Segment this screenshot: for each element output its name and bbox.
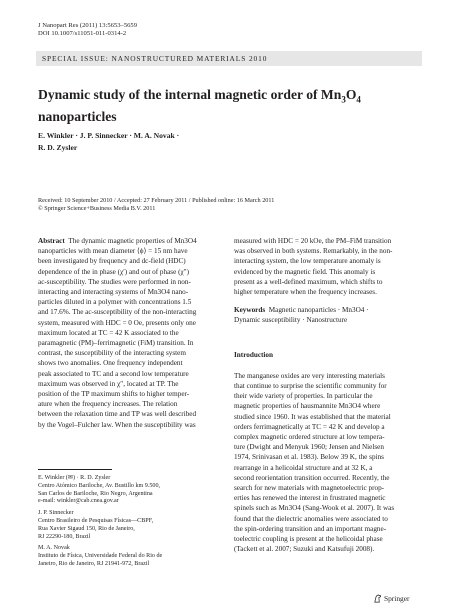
abstract-text-0: The dynamic magnetic properties of Mn3O4	[68, 237, 197, 245]
affiliation-block	[38, 510, 220, 541]
affiliation-line: E. Winkler (✉) · R. D. Zysler	[38, 475, 111, 481]
intro-line: complex magnetic ordered structure at low tempera-	[234, 433, 385, 442]
special-issue-banner: SPECIAL ISSUE: NANOSTRUCTURED MATERIALS 2010	[36, 51, 422, 66]
abstract-cont-line: measured with HDC = 20 kOe, the PM–FiM transition	[234, 237, 392, 245]
affiliation-line: Instituto de Física, Universidade Federal do Rio de	[38, 553, 163, 560]
intro-line: orders ferrimagnetically at TC = 42 K and develop a	[234, 422, 385, 431]
author-list	[38, 130, 418, 153]
springer-logo	[373, 594, 409, 603]
keywords-label: Keywords	[234, 306, 266, 315]
title-line1: Dynamic study of the internal magnetic order of Mn	[38, 87, 342, 102]
abstract-line: dependence of the in phase (χ′) and out of phase (χ″)	[38, 267, 190, 276]
intro-line: second reorientation transition occurred. Recently, the	[234, 473, 390, 482]
intro-line: studied since 1960. It was established that the material	[234, 412, 391, 421]
abstract-line-0	[38, 236, 220, 246]
title-o: O	[345, 87, 357, 102]
affiliation-line: M. A. Novak	[38, 545, 70, 552]
journal-citation	[38, 22, 137, 39]
abstract-cont-line: higher temperature when the frequency increases.	[234, 288, 377, 297]
journal-volume-line: J Nanopart Res (2011) 13:5653–5659	[38, 22, 138, 29]
intro-line: erties has renewed the interest in frustrated magnetic	[234, 494, 386, 503]
intro-line: toelectric coupling is present at the helicoidal phase	[234, 535, 383, 544]
keywords-text: Magnetic nanoparticles · Mn3O4 ·	[268, 306, 369, 315]
springer-horse-icon	[373, 594, 382, 603]
affiliation-line: Centro Brasileiro de Pesquisas Físicas—CBPF,	[38, 517, 154, 524]
abstract-cont-line: was observed in both systems. Remarkably, in the non-	[234, 247, 393, 256]
affiliation-line: Rua Xavier Sigaud 150, Rio de Janeiro,	[38, 525, 135, 532]
abstract-line: position of the TP maximum shifts to higher temper-	[38, 390, 190, 399]
abstract-line: maximum located at TC = 42 K associated to the	[38, 328, 179, 337]
affiliation-line: J. P. Sinnecker	[38, 510, 74, 517]
abstract-line: contrast, the susceptibility of the interacting system	[38, 349, 186, 358]
intro-line: ture (Dwight and Menyuk 1960; Jensen and Nielsen	[234, 443, 384, 452]
intro-line: (Tackett et al. 2007; Suzuki and Katsufuji 2008).	[234, 545, 375, 554]
abstract-line: shows two anomalies. One frequency independent	[38, 359, 183, 368]
intro-line: search for new materials with magnetoelectric prop-	[234, 484, 385, 493]
intro-line: The manganese oxides are very interesting materials	[234, 371, 385, 380]
abstract-line: ac-susceptibility. The studies were performed in non-	[38, 277, 191, 286]
abstract-cont-line: interacting system, the low temperature anomaly is	[234, 257, 381, 266]
abstract-cont-line: present as a well-defined maximum, which shifts to	[234, 277, 383, 286]
abstract-line: interacting and interacting systems of Mn3O4 nano-	[38, 288, 189, 297]
title-sub-3: 3	[341, 94, 346, 105]
abstract-label: Abstract	[38, 237, 65, 245]
abstract-line: by the Vogel–Fulcher law. When the susceptibility was	[38, 420, 196, 429]
intro-line: their wide variety of properties. In particular the	[234, 392, 373, 401]
abstract-left-column	[38, 236, 220, 430]
abstract-line: and 17.6%. The ac-susceptibility of the non-interacting	[38, 308, 197, 317]
springer-wordmark: Springer	[384, 594, 410, 603]
doi-line: DOI 10.1007/s11051-011-0314-2	[38, 30, 127, 38]
intro-line: 1974, Srinivasan et al. 1983). Below 39 K, the spins	[234, 453, 384, 462]
affiliation-line: Janeiro, Rio de Janeiro, RJ 21941-972, Brazil	[38, 560, 150, 567]
abstract-line: been investigated by frequency and dc-field (HDC)	[38, 257, 186, 266]
intro-line: the spin-ordering transition and an important magne-	[234, 524, 387, 533]
title-sub-4: 4	[356, 94, 361, 105]
abstract-line: maximum was observed in χ″, located at TP. The	[38, 379, 179, 388]
intro-line: rearrange in a helicoidal structure and at 32 K, a	[234, 463, 373, 472]
email-line: e-mail: winkler@cab.cnea.gov.ar	[38, 498, 119, 505]
authors-line2: R. D. Zysler	[38, 142, 78, 152]
affiliation-line: RJ 22290-180, Brazil	[38, 533, 91, 540]
abstract-line: system, measured with HDC = 0 Oe, presents only one	[38, 318, 196, 327]
abstract-line: ature when the frequency increases. The relation	[38, 400, 178, 409]
article-title	[38, 87, 418, 125]
abstract-line: between the relaxation time and TP was well described	[38, 410, 197, 419]
copyright-line: © Springer Science+Business Media B.V. 2011	[38, 205, 156, 213]
intro-line: that continue to surprise the scientific community for	[234, 382, 387, 391]
publication-dates	[38, 197, 418, 213]
affiliation-line: Centro Atómico Bariloche, Av. Bustillo km 9.500,	[38, 482, 161, 489]
right-column	[234, 236, 418, 554]
dates-line: Received: 10 September 2010 / Accepted: 27 February 2011 / Published online: 16 March 2011	[38, 197, 275, 204]
intro-line: found that the dielectric anomalies were associated to	[234, 514, 388, 523]
abstract-line: peak associated to TC and a second low temperature	[38, 369, 189, 378]
affiliations	[38, 475, 220, 573]
footnote-divider	[38, 469, 112, 470]
keywords-line1	[234, 305, 418, 315]
abstract-line: nanoparticles with mean diameter ⟨ϕ⟩ = 15 nm have	[38, 247, 188, 256]
abstract-line: particles diluted in a polymer with concentrations 1.5	[38, 298, 192, 307]
intro-line: spinels such as Mn3O4 (Sang-Wook et al. 2007). It was	[234, 504, 395, 513]
intro-line: magnetic properties of hausmannite Mn3O4 where	[234, 402, 381, 411]
abstract-line: paramagnetic (PM)–ferrimagnetic (FiM) transition. In	[38, 339, 194, 348]
keywords-line2: Dynamic susceptibility · Nanostructure	[234, 316, 348, 325]
introduction-heading: Introduction	[234, 350, 274, 359]
affiliation-line: San Carlos de Bariloche, Rio Negro, Argentina	[38, 490, 153, 497]
keywords	[234, 305, 418, 325]
affiliation-block	[38, 545, 220, 568]
authors-line1: E. Winkler · J. P. Sinnecker · M. A. Novak ·	[38, 131, 180, 140]
abstract-cont-line: evidenced by the magnetic field. This anomaly is	[234, 267, 376, 276]
affiliation-block	[38, 475, 220, 506]
title-line2: nanoparticles	[38, 108, 117, 124]
